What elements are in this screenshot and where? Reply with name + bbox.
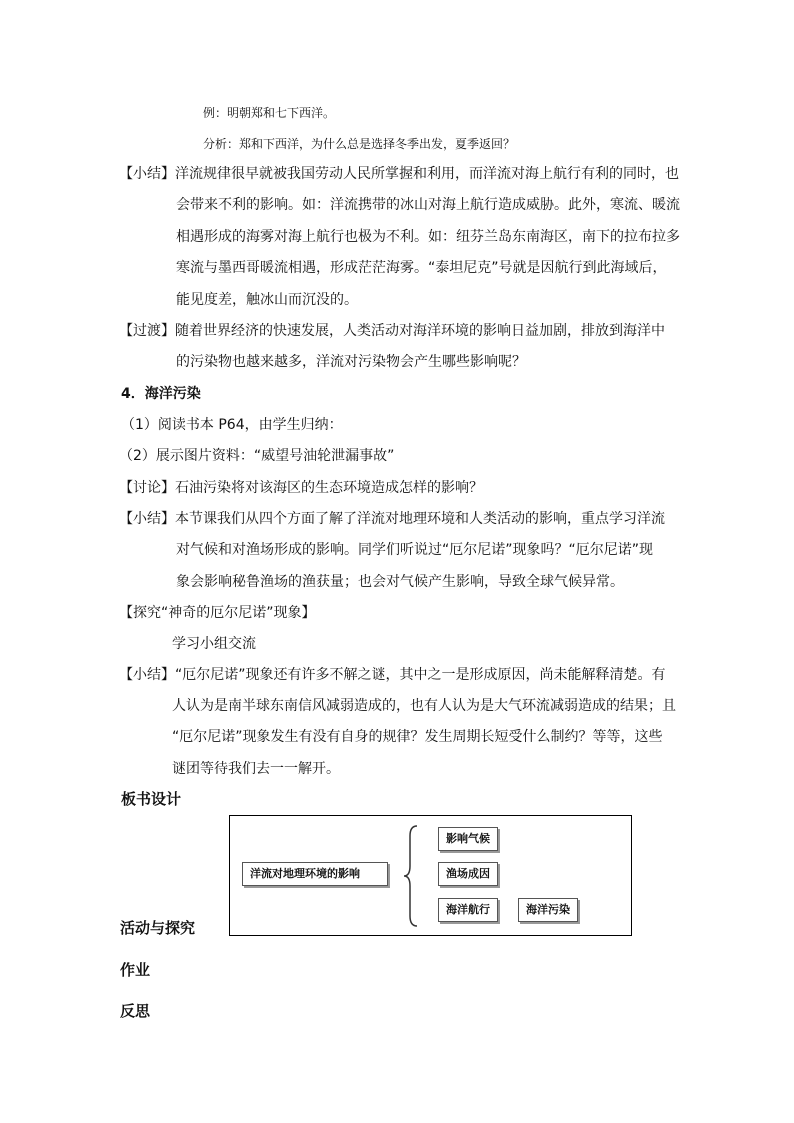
summary-paragraph-1-line-4: 寒流与墨西哥暖流相遇，形成茫茫海雾。“泰坦尼克”号就是因航行到此海域后， <box>176 260 667 276</box>
section-heading-ocean-pollution: 4．海洋污染 <box>121 386 201 402</box>
summary-paragraph-3: 【小结】“厄尔尼诺”现象还有许多不解之谜，其中之一是形成原因，尚未能解释清楚。有 <box>119 667 666 683</box>
transition-paragraph: 【过渡】随着世界经济的快速发展，人类活动对海洋环境的影响日益加剧，排放到海洋中 <box>119 323 665 339</box>
board-box-navigation: 海洋航行 <box>438 898 498 922</box>
step-2: （2）展示图片资料：“威望号油轮泄漏事故” <box>119 448 395 464</box>
example-line: 例：明朝郑和七下西洋。 <box>203 106 336 120</box>
summary-paragraph-2-line-3: 象会影响秘鲁渔场的渔获量；也会对气候产生影响，导致全球气候异常。 <box>176 574 624 590</box>
curly-brace-icon <box>402 824 420 928</box>
board-main-box: 洋流对地理环境的影响 <box>242 862 388 886</box>
group-discussion: 学习小组交流 <box>172 636 256 652</box>
reflection-heading: 反思 <box>120 1002 151 1020</box>
step-1: （1）阅读书本 P64，由学生归纳： <box>121 417 343 433</box>
activity-heading: 活动与探究 <box>120 919 196 937</box>
explore-heading: 【探究“神奇的厄尔尼诺”现象】 <box>119 605 316 621</box>
board-design-diagram <box>229 815 632 936</box>
summary-paragraph-1-line-5: 能见度差，触冰山而沉没的。 <box>176 292 358 308</box>
transition-paragraph-line-2: 的污染物也越来越多，洋流对污染物会产生哪些影响呢？ <box>176 354 526 370</box>
summary-paragraph-2-line-2: 对气候和对渔场形成的影响。同学们听说过“厄尔尼诺”现象吗？“厄尔尼诺”现 <box>176 542 654 558</box>
board-box-fishery: 渔场成因 <box>438 862 498 886</box>
summary-paragraph-3-line-4: 谜团等待我们去一一解开。 <box>172 761 340 777</box>
homework-heading: 作业 <box>120 961 151 979</box>
board-box-pollution: 海洋污染 <box>518 898 578 922</box>
board-box-climate: 影响气候 <box>438 827 498 851</box>
summary-paragraph-1-line-2: 会带来不利的影响。如：洋流携带的冰山对海上航行造成威胁。此外，寒流、暖流 <box>176 197 680 213</box>
summary-paragraph-2: 【小结】本节课我们从四个方面了解了洋流对地理环境和人类活动的影响，重点学习洋流 <box>119 511 665 527</box>
summary-paragraph-3-line-2: 人认为是南半球东南信风减弱造成的，也有人认为是大气环流减弱造成的结果；且 <box>172 698 676 714</box>
analysis-line: 分析：郑和下西洋，为什么总是选择冬季出发，夏季返回？ <box>203 137 516 151</box>
summary-paragraph-1-line-3: 相遇形成的海雾对海上航行也极为不利。如：纽芬兰岛东南海区，南下的拉布拉多 <box>176 229 680 245</box>
board-design-heading: 板书设计 <box>121 790 182 808</box>
summary-paragraph-3-line-3: “厄尔尼诺”现象发生有没有自身的规律？发生周期长短受什么制约？等等，这些 <box>172 729 663 745</box>
summary-paragraph-1: 【小结】洋流规律很早就被我国劳动人民所掌握和利用，而洋流对海上航行有利的同时，也 <box>119 166 679 182</box>
discussion-line: 【讨论】石油污染将对该海区的生态环境造成怎样的影响？ <box>119 480 483 496</box>
